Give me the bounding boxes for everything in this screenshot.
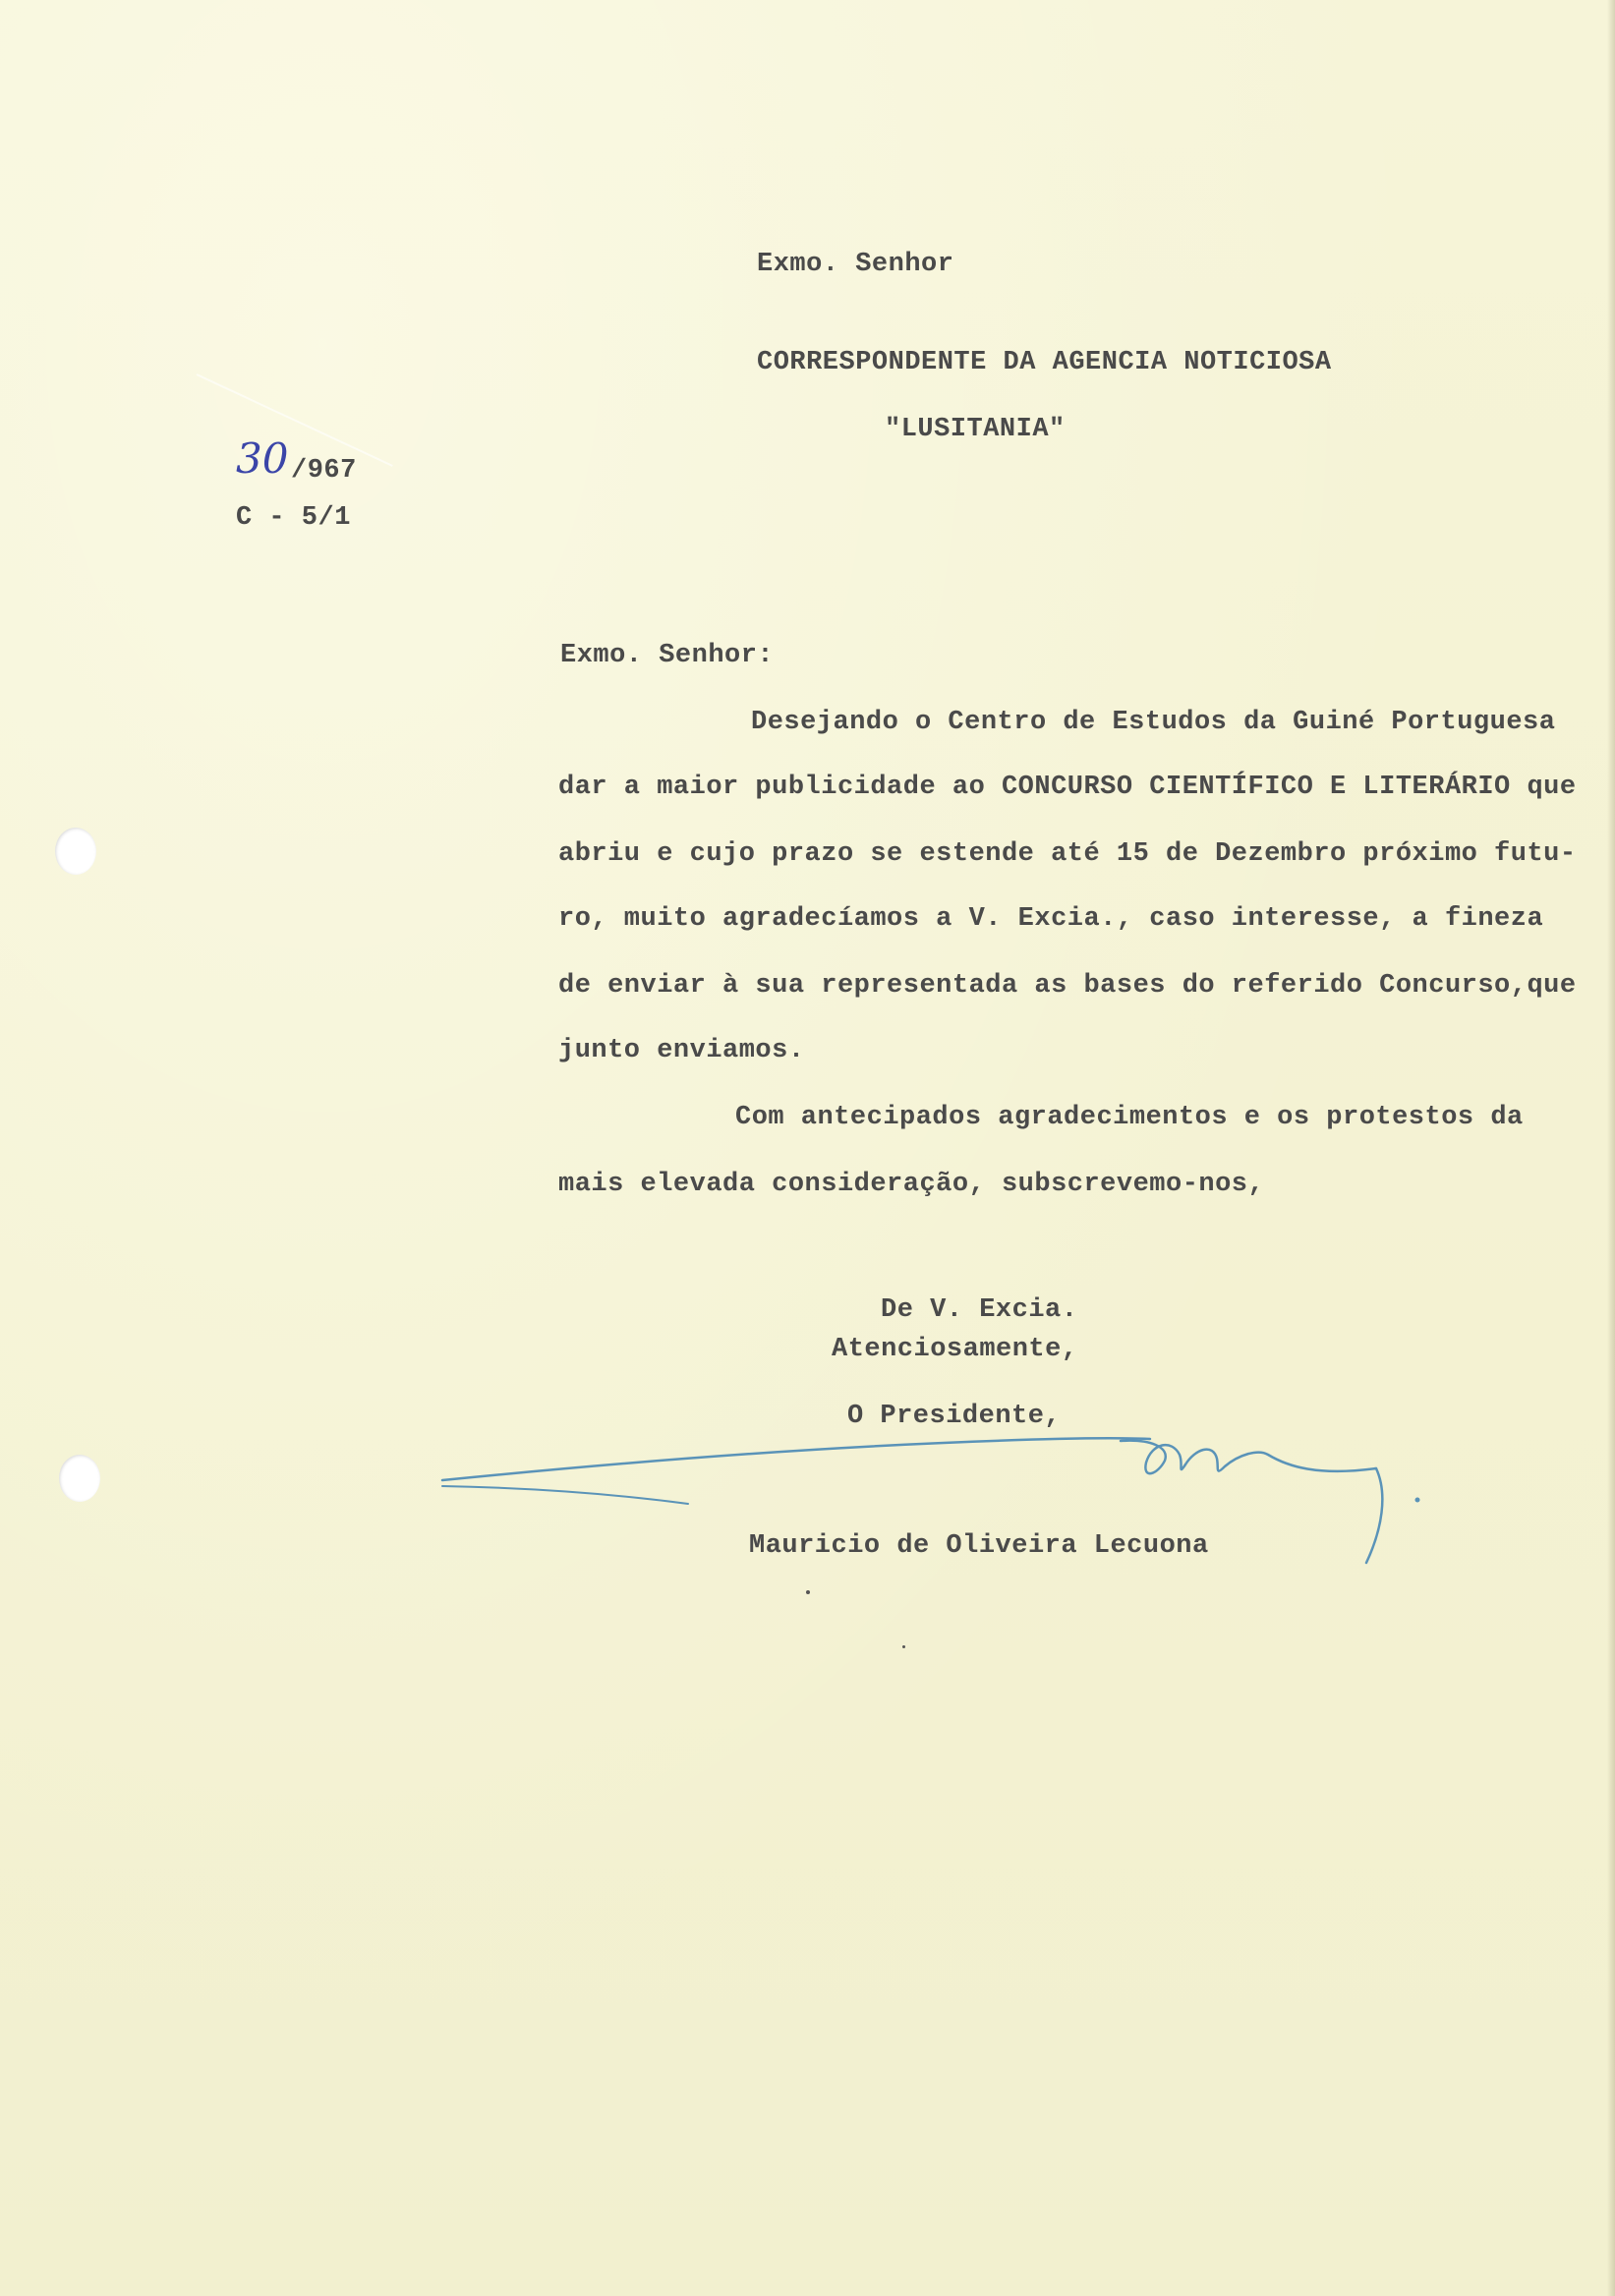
punch-hole-bottom <box>59 1455 100 1502</box>
paragraph1-line-1: Desejando o Centro de Estudos da Guiné Portuguesa <box>751 708 1556 737</box>
paper-edge-shadow <box>1607 0 1615 2296</box>
paragraph1-line-5: de enviar à sua representada as bases do referido Concurso,que <box>558 971 1577 1001</box>
paragraph1-line-2: dar a maior publicidade ao CONCURSO CIENTÍFICO E LITERÁRIO que <box>558 773 1577 802</box>
closing-line-1: De V. Excia. <box>881 1295 1078 1325</box>
ink-speck <box>902 1645 905 1648</box>
greeting: Exmo. Senhor: <box>560 641 775 670</box>
paragraph2-line-1: Com antecipados agradecimentos e os protestos da <box>735 1103 1524 1132</box>
signer-name: Mauricio de Oliveira Lecuona <box>749 1531 1209 1561</box>
punch-hole-top <box>55 828 96 875</box>
paragraph1-line-4: ro, muito agradecíamos a V. Excia., caso interesse, a fineza <box>558 904 1544 934</box>
addressee-title: Exmo. Senhor <box>757 250 954 279</box>
reference-code: C - 5/1 <box>236 503 351 533</box>
closing-line-2: Atenciosamente, <box>832 1335 1078 1364</box>
closing-line-3: O Presidente, <box>847 1402 1062 1431</box>
paragraph1-line-6: junto enviamos. <box>558 1036 805 1065</box>
reference-year: /967 <box>291 456 357 486</box>
addressee-line-1: CORRESPONDENTE DA AGENCIA NOTICIOSA <box>757 348 1332 377</box>
ink-speck <box>806 1590 810 1594</box>
reference-handwritten-number: 30 <box>236 434 289 483</box>
addressee-line-2: "LUSITANIA" <box>885 415 1066 444</box>
paragraph2-line-2: mais elevada consideração, subscrevemo-nos, <box>558 1170 1265 1199</box>
paper-crease <box>197 373 393 467</box>
paragraph1-line-3: abriu e cujo prazo se estende até 15 de Dezembro próximo futu- <box>558 839 1577 869</box>
